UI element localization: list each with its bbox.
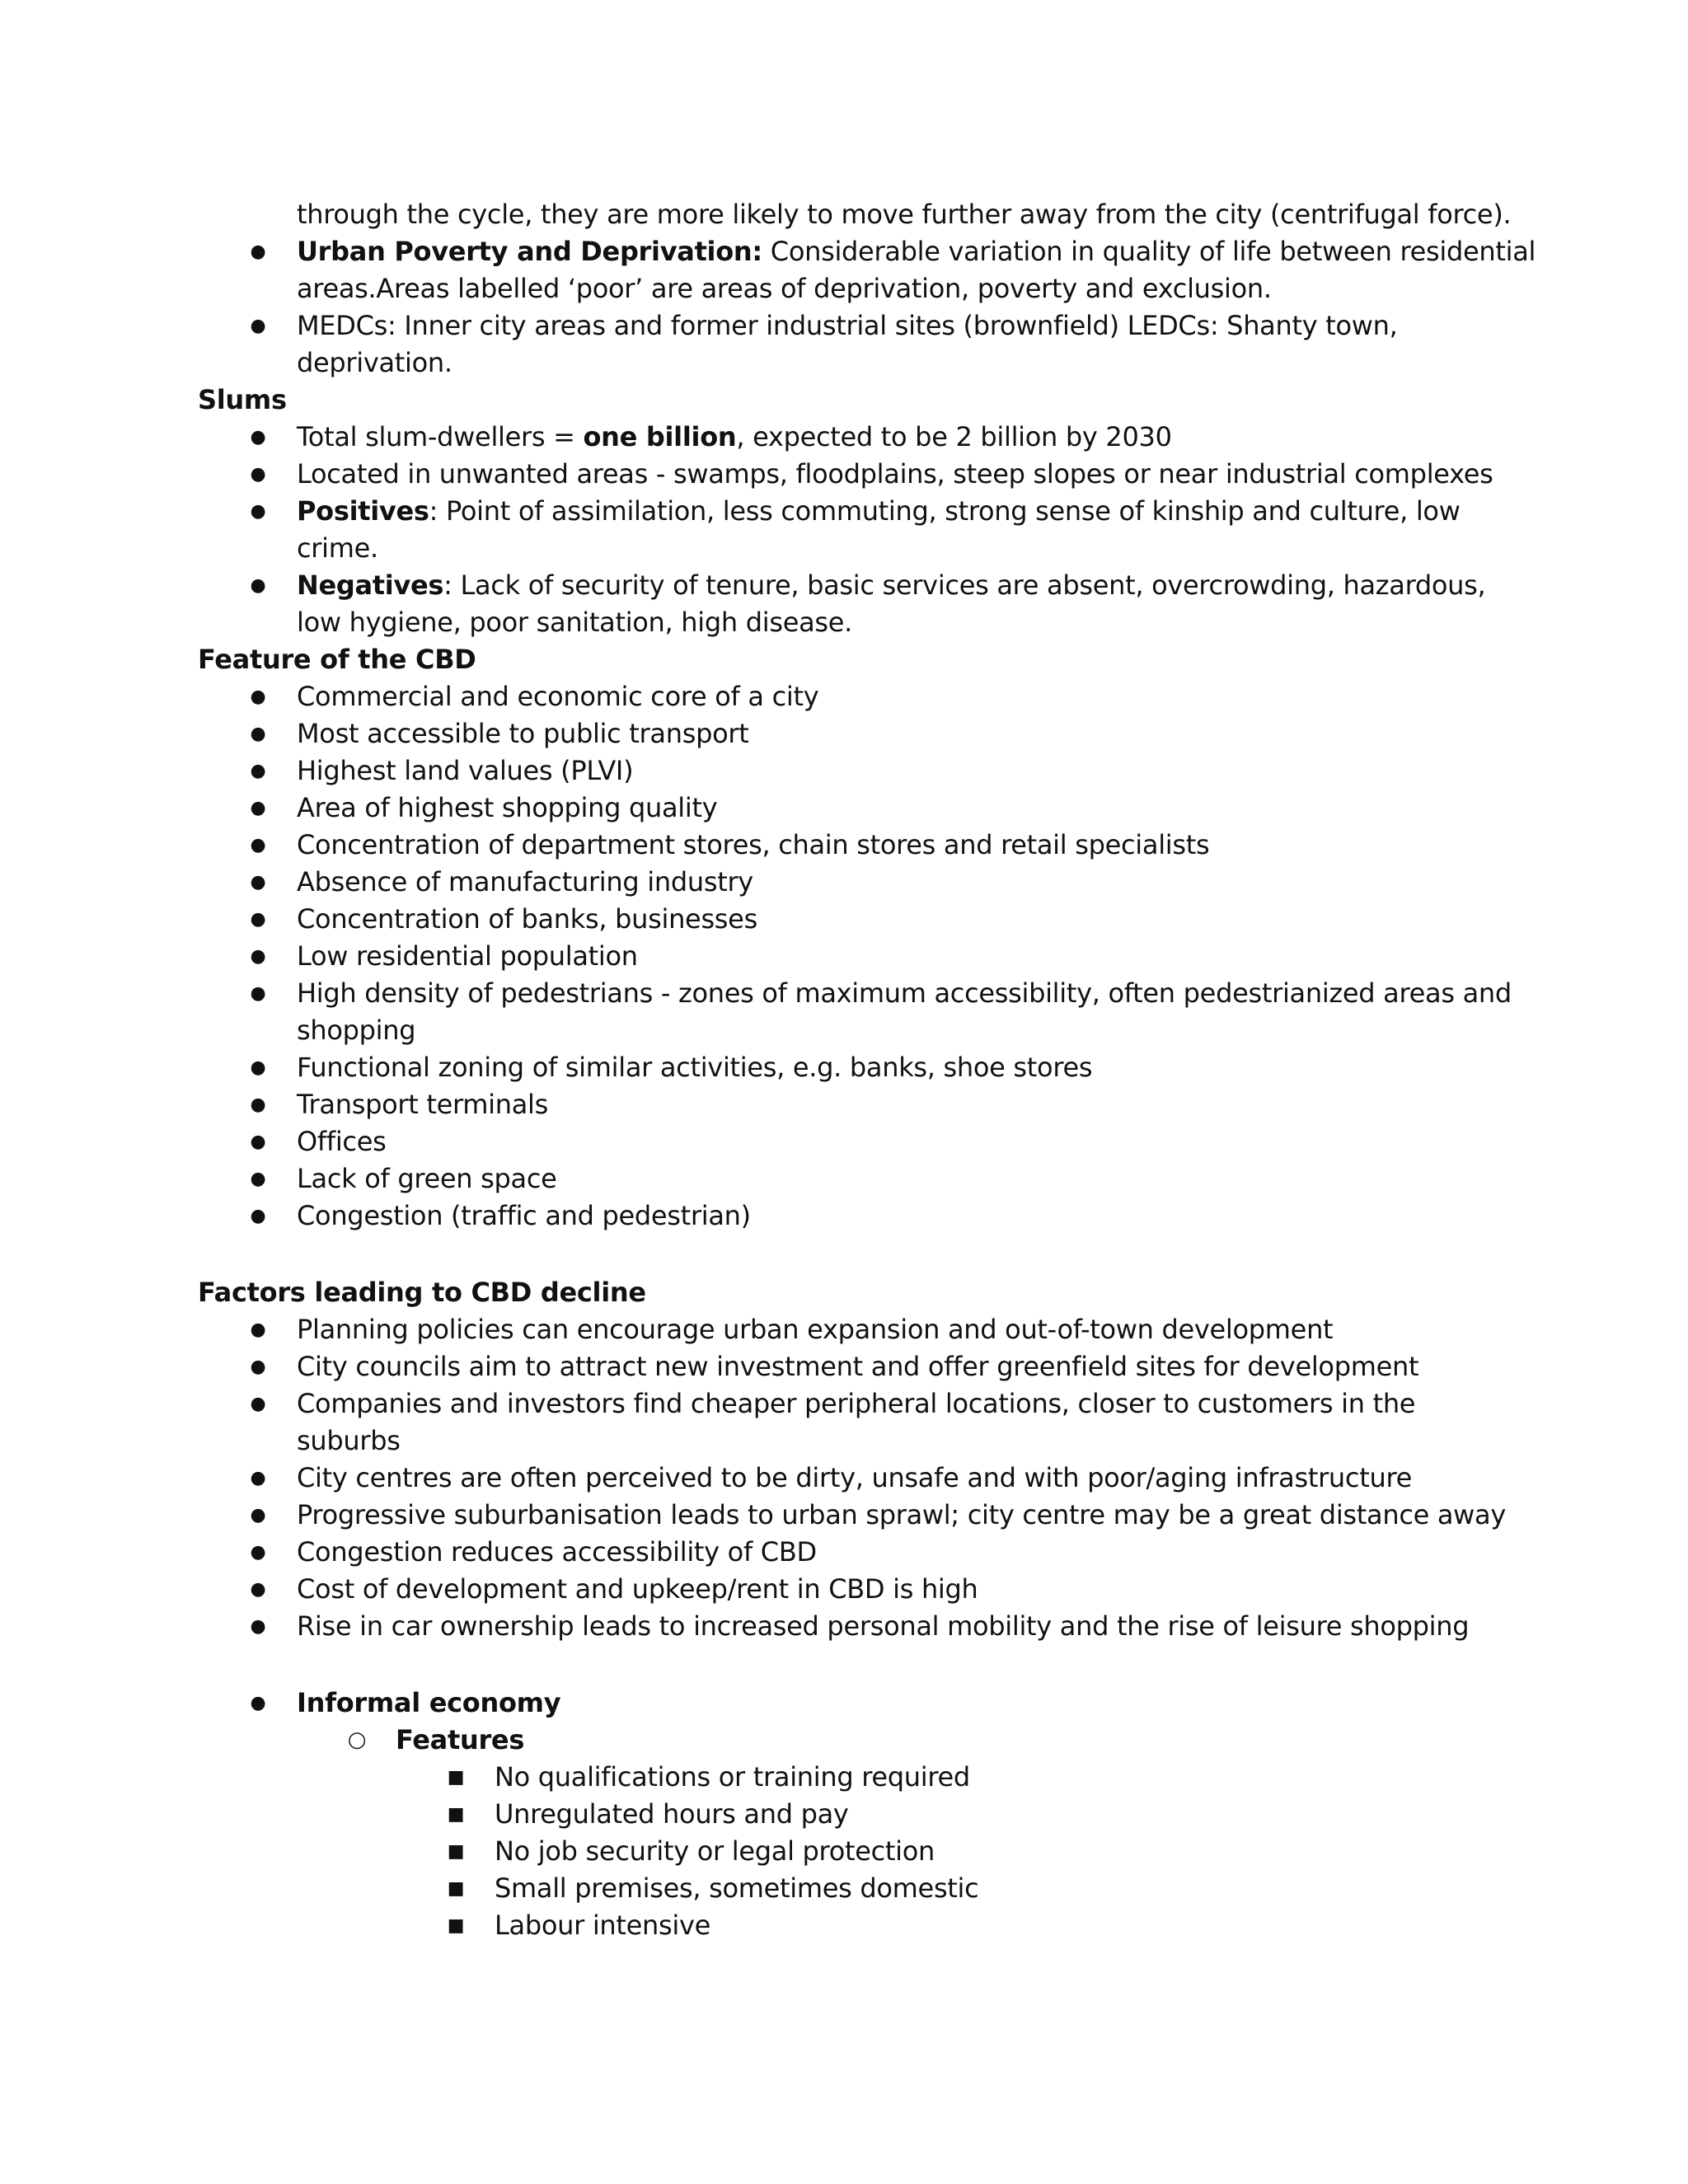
list-item-bold: Negatives bbox=[297, 569, 444, 601]
list-item-text: Commercial and economic core of a city bbox=[297, 681, 819, 712]
bullet-disc-icon: ● bbox=[250, 983, 266, 1004]
list-item-heading: Informal economy bbox=[297, 1687, 561, 1718]
list-item bbox=[198, 790, 1500, 827]
bullet-disc-icon: ● bbox=[250, 1616, 266, 1637]
bullet-circle-icon: ○ bbox=[347, 1727, 367, 1752]
bullet-square-icon: ■ bbox=[447, 1841, 465, 1862]
bullet-disc-icon: ● bbox=[250, 1505, 266, 1526]
section-heading-slums: Slums bbox=[198, 384, 287, 415]
list-item bbox=[198, 1870, 1500, 1907]
list-item-informal-economy bbox=[198, 1685, 1500, 1722]
list-item bbox=[198, 1759, 1500, 1796]
list-item-features bbox=[198, 1722, 1500, 1759]
list-item-text: Most accessible to public transport bbox=[297, 718, 749, 749]
bullet-disc-icon: ● bbox=[250, 1579, 266, 1600]
list-item bbox=[198, 1534, 1500, 1571]
paragraph-continuation: through the cycle, they are more likely to move further away from the city (centrifugal force). bbox=[297, 199, 1512, 230]
list-item-text: Lack of green space bbox=[297, 1163, 557, 1194]
list-item-continuation: areas.Areas labelled ‘poor’ are areas of deprivation, poverty and exclusion. bbox=[297, 273, 1272, 304]
bullet-disc-icon: ● bbox=[250, 1132, 266, 1152]
list-item-text: No job security or legal protection bbox=[495, 1835, 935, 1867]
list-item-text: Highest land values (PLVI) bbox=[297, 755, 634, 786]
list-item bbox=[198, 827, 1500, 864]
bullet-disc-icon: ● bbox=[250, 1319, 266, 1340]
bullet-disc-icon: ● bbox=[250, 1169, 266, 1189]
list-item bbox=[198, 752, 1500, 790]
list-item bbox=[198, 567, 1500, 604]
list-item-text: Concentration of banks, businesses bbox=[297, 903, 757, 935]
bullet-disc-icon: ● bbox=[250, 835, 266, 855]
section-heading-cbd: Feature of the CBD bbox=[198, 644, 476, 675]
bullet-disc-icon: ● bbox=[250, 1394, 266, 1414]
list-item-text: No qualifications or training required bbox=[495, 1761, 970, 1793]
list-item bbox=[198, 1049, 1500, 1086]
list-item-text: Cost of development and upkeep/rent in CBD is high bbox=[297, 1573, 978, 1605]
list-item-text: , expected to be 2 billion by 2030 bbox=[736, 421, 1172, 452]
list-item-text: Labour intensive bbox=[495, 1910, 711, 1941]
list-item-text: : Lack of security of tenure, basic services are absent, overcrowding, hazardous, bbox=[443, 569, 1486, 601]
list-item bbox=[198, 307, 1500, 344]
document-body bbox=[198, 196, 1536, 1944]
list-item bbox=[198, 1123, 1500, 1160]
bullet-disc-icon: ● bbox=[250, 464, 266, 485]
list-item bbox=[198, 1311, 1500, 1348]
bullet-disc-icon: ● bbox=[250, 946, 266, 967]
bullet-square-icon: ■ bbox=[447, 1767, 465, 1788]
list-item-text: Functional zoning of similar activities, e.g. banks, shoe stores bbox=[297, 1052, 1093, 1083]
bullet-disc-icon: ● bbox=[250, 1057, 266, 1078]
list-item-text: Unregulated hours and pay bbox=[495, 1798, 849, 1830]
list-item-text: MEDCs: Inner city areas and former industrial sites (brownfield) LEDCs: Shanty town, bbox=[297, 310, 1398, 341]
list-item bbox=[198, 1160, 1500, 1197]
list-item-text: Companies and investors find cheaper peripheral locations, closer to customers in the bbox=[297, 1388, 1416, 1419]
list-item-text: Congestion (traffic and pedestrian) bbox=[297, 1200, 751, 1231]
list-item bbox=[198, 456, 1500, 493]
list-item-continuation: suburbs bbox=[297, 1425, 401, 1456]
bullet-square-icon: ■ bbox=[447, 1804, 465, 1825]
list-item-text: High density of pedestrians - zones of maximum accessibility, often pedestrianized areas and bbox=[297, 977, 1512, 1009]
list-item bbox=[198, 1460, 1500, 1497]
list-item-text: Total slum-dwellers = bbox=[297, 421, 584, 452]
list-item bbox=[198, 678, 1500, 715]
bullet-disc-icon: ● bbox=[250, 1693, 266, 1713]
bullet-disc-icon: ● bbox=[250, 1542, 266, 1563]
bullet-disc-icon: ● bbox=[250, 1094, 266, 1115]
list-item bbox=[198, 233, 1536, 270]
list-item-text: Progressive suburbanisation leads to urban sprawl; city centre may be a great distance away bbox=[297, 1499, 1506, 1530]
list-item bbox=[198, 1197, 1500, 1235]
section-heading-cbd-decline: Factors leading to CBD decline bbox=[198, 1277, 646, 1308]
bullet-disc-icon: ● bbox=[250, 501, 266, 522]
list-item bbox=[198, 1796, 1500, 1833]
bullet-disc-icon: ● bbox=[250, 316, 266, 336]
list-item bbox=[198, 493, 1500, 530]
bullet-disc-icon: ● bbox=[250, 724, 266, 744]
bullet-disc-icon: ● bbox=[250, 761, 266, 781]
list-item-text: : Point of assimilation, less commuting, strong sense of kinship and culture, low bbox=[429, 495, 1461, 527]
bullet-disc-icon: ● bbox=[250, 1468, 266, 1488]
bullet-disc-icon: ● bbox=[250, 872, 266, 893]
list-item-text: Transport terminals bbox=[297, 1089, 548, 1120]
list-item-continuation: shopping bbox=[297, 1015, 416, 1046]
list-item-text: Congestion reduces accessibility of CBD bbox=[297, 1536, 817, 1568]
bullet-disc-icon: ● bbox=[250, 687, 266, 707]
list-item-text: Low residential population bbox=[297, 940, 638, 972]
list-item-bold: Positives bbox=[297, 495, 429, 527]
bullet-disc-icon: ● bbox=[250, 1206, 266, 1226]
bullet-disc-icon: ● bbox=[250, 909, 266, 930]
bullet-disc-icon: ● bbox=[250, 1357, 266, 1377]
blank-line bbox=[198, 1235, 1500, 1274]
bullet-disc-icon: ● bbox=[250, 241, 266, 262]
list-item bbox=[198, 1385, 1500, 1422]
list-item-text: Located in unwanted areas - swamps, floodplains, steep slopes or near industrial complexes bbox=[297, 458, 1493, 490]
bullet-disc-icon: ● bbox=[250, 798, 266, 818]
list-item-continuation: crime. bbox=[297, 532, 378, 564]
list-item bbox=[198, 901, 1500, 938]
list-item-text: City centres are often perceived to be dirty, unsafe and with poor/aging infrastructure bbox=[297, 1462, 1412, 1493]
list-item-text: Concentration of department stores, chain stores and retail specialists bbox=[297, 829, 1210, 860]
list-item bbox=[198, 1571, 1500, 1608]
list-item-text: City councils aim to attract new investment and offer greenfield sites for development bbox=[297, 1351, 1419, 1382]
list-item bbox=[198, 715, 1500, 752]
list-item-bold: Urban Poverty and Deprivation: bbox=[297, 236, 762, 267]
list-item bbox=[198, 864, 1500, 901]
list-item-subheading: Features bbox=[396, 1724, 525, 1755]
list-item-text: Rise in car ownership leads to increased personal mobility and the rise of leisure shopping bbox=[297, 1610, 1470, 1642]
list-item bbox=[198, 1907, 1500, 1944]
bullet-square-icon: ■ bbox=[447, 1878, 465, 1899]
list-item-text: Absence of manufacturing industry bbox=[297, 866, 753, 898]
list-item bbox=[198, 1497, 1506, 1534]
list-item bbox=[198, 419, 1500, 456]
list-item bbox=[198, 1348, 1500, 1385]
list-item bbox=[198, 1833, 1500, 1870]
bullet-disc-icon: ● bbox=[250, 427, 266, 448]
list-item-continuation: deprivation. bbox=[297, 347, 452, 378]
list-item bbox=[198, 1086, 1500, 1123]
list-item bbox=[198, 975, 1512, 1012]
bullet-disc-icon: ● bbox=[250, 575, 266, 596]
list-item-text: Considerable variation in quality of life between residential bbox=[762, 236, 1536, 267]
list-item-text: Planning policies can encourage urban expansion and out-of-town development bbox=[297, 1314, 1334, 1345]
list-item bbox=[198, 1608, 1500, 1645]
list-item-bold: one billion bbox=[583, 421, 737, 452]
blank-line bbox=[198, 1645, 1500, 1685]
list-item-text: Area of highest shopping quality bbox=[297, 792, 718, 823]
list-item-text: Offices bbox=[297, 1126, 387, 1157]
list-item-text: Small premises, sometimes domestic bbox=[495, 1872, 979, 1904]
list-item bbox=[198, 938, 1500, 975]
bullet-square-icon: ■ bbox=[447, 1915, 465, 1936]
list-item-continuation: low hygiene, poor sanitation, high disease. bbox=[297, 607, 853, 638]
